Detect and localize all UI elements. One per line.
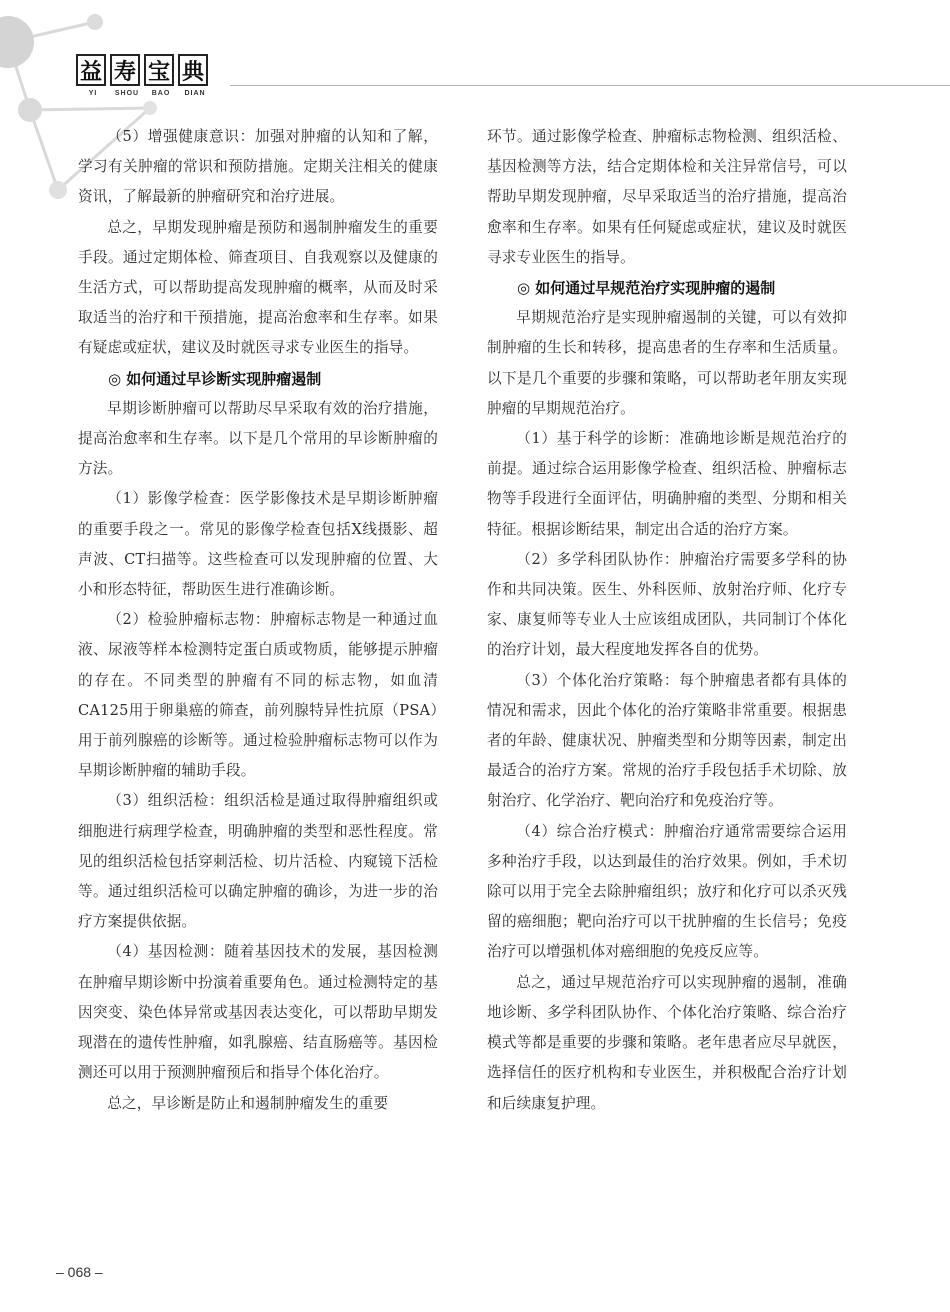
header-divider	[230, 85, 950, 86]
paragraph: （1）影像学检查：医学影像技术是早期诊断肿瘤的重要手段之一。常见的影像学检查包括X线摄影、超声波、CT扫描等。这些检查可以发现肿瘤的位置、大小和形态特征，帮助医生进行准确诊断。	[78, 490, 438, 599]
logo-char: 典	[178, 54, 208, 86]
paragraph: （4）基因检测：随着基因技术的发展，基因检测在肿瘤早期诊断中扮演着重要角色。通过检测特定的基因突变、染色体异常或基因表达变化，可以帮助早期发现潜在的遗传性肿瘤，如乳腺癌、结直肠癌等。基因检测还可以用于预测肿瘤预后和指导个体化治疗。	[78, 943, 438, 1082]
paragraph: （2）检验肿瘤标志物：肿瘤标志物是一种通过血液、尿液等样本检测特定蛋白质或物质，能够提示肿瘤的存在。不同类型的肿瘤有不同的标志物，如血清CA125用于卵巢癌的筛查，前列腺特异性抗原（PSA）用于前列腺癌的诊断等。通过检验肿瘤标志物可以作为早期诊断肿瘤的辅助手段。	[78, 611, 438, 780]
paragraph: 早期诊断肿瘤可以帮助尽早采取有效的治疗措施，提高治愈率和生存率。以下是几个常用的早诊断肿瘤的方法。	[78, 399, 438, 478]
logo-char: 益	[76, 54, 106, 86]
section-heading: ◎ 如何通过早诊断实现肿瘤遏制	[108, 369, 322, 388]
paragraph: （2）多学科团队协作：肿瘤治疗需要多学科的协作和共同决策。医生、外科医师、放射治疗师、化疗专家、康复师等专业人士应该组成团队，共同制订个体化的治疗计划，最大程度地发挥各自的优势。	[487, 550, 847, 659]
paragraph: 总之，通过早规范治疗可以实现肿瘤的遏制，准确地诊断、多学科团队协作、个体化治疗策略、综合治疗模式等都是重要的步骤和策略。老年患者应尽早就医，选择信任的医疗机构和专业医生，并积极配合治疗计划和后续康复护理。	[487, 973, 847, 1112]
logo-pinyin: YI	[88, 90, 98, 97]
paragraph: 早期规范治疗是实现肿瘤遏制的关键，可以有效抑制肿瘤的生长和转移，提高患者的生存率和生活质量。以下是几个重要的步骤和策略，可以帮助老年朋友实现肿瘤的早期规范治疗。	[487, 309, 847, 417]
logo-pinyin: DIAN	[184, 90, 206, 97]
section-heading: ◎ 如何通过早规范治疗实现肿瘤的遏制	[517, 279, 776, 298]
paragraph: （1）基于科学的诊断：准确地诊断是规范治疗的前提。通过综合运用影像学检查、组织活检、肿瘤标志物等手段进行全面评估，明确肿瘤的类型、分期和相关特征。根据诊断结果，制定出合适的治疗方案。	[487, 430, 847, 538]
magazine-logo	[76, 54, 212, 97]
paragraph: （3）个体化治疗策略：每个肿瘤患者都有具体的情况和需求，因此个体化的治疗策略非常重要。根据患者的年龄、健康状况、肿瘤类型和分期等因素，制定出最适合的治疗方案。常规的治疗手段包括手术切除、放射治疗、化学治疗、靶向治疗和免疫治疗等。	[487, 671, 847, 810]
paragraph: （5）增强健康意识：加强对肿瘤的认知和了解，学习有关肿瘤的常识和预防措施。定期关注相关的健康资讯，了解最新的肿瘤研究和治疗进展。	[78, 128, 438, 206]
logo-pinyin: BAO	[151, 90, 171, 97]
logo-char: 寿	[110, 54, 140, 86]
page-number: – 068 –	[56, 1264, 103, 1280]
left-column	[78, 122, 438, 1119]
paragraph: （3）组织活检：组织活检是通过取得肿瘤组织或细胞进行病理学检查，明确肿瘤的类型和恶性程度。常见的组织活检包括穿刺活检、切片活检、内窥镜下活检等。通过组织活检可以确定肿瘤的确诊，为进一步的治疗方案提供依据。	[78, 792, 438, 931]
logo-char: 宝	[144, 54, 174, 86]
paragraph: 总之，早诊断是防止和遏制肿瘤发生的重要	[107, 1094, 389, 1112]
right-column	[487, 122, 847, 1119]
paragraph: 总之，早期发现肿瘤是预防和遏制肿瘤发生的重要手段。通过定期体检、筛查项目、自我观察以及健康的生活方式，可以帮助提高发现肿瘤的概率，从而及时采取适当的治疗和干预措施，提高治愈率和生存率。如果有疑虑或症状，建议及时就医寻求专业医生的指导。	[78, 218, 438, 357]
paragraph: （4）综合治疗模式：肿瘤治疗通常需要综合运用多种治疗手段，以达到最佳的治疗效果。例如，手术切除可以用于完全去除肿瘤组织；放疗和化疗可以杀灭残留的癌细胞；靶向治疗可以干扰肿瘤的生长信号；免疫治疗可以增强机体对癌细胞的免疫反应等。	[487, 822, 847, 961]
logo-pinyin: SHOU	[114, 90, 140, 97]
paragraph: 环节。通过影像学检查、肿瘤标志物检测、组织活检、基因检测等方法，结合定期体检和关注异常信号，可以帮助早期发现肿瘤，尽早采取适当的治疗措施，提高治愈率和生存率。如果有任何疑虑或症状，建议及时就医寻求专业医生的指导。	[487, 128, 847, 266]
